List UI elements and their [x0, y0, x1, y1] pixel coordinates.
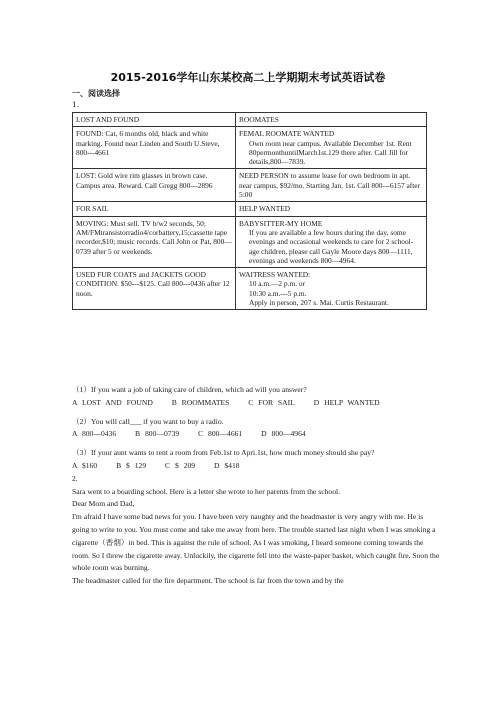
ad-female-roommate [236, 127, 427, 169]
option: B 800—0739 [135, 429, 180, 439]
question-1-number: 1. [72, 100, 80, 109]
question-2-number: 2. [72, 473, 78, 483]
ad-line: 10 a.m.—2 p.m. or [249, 279, 306, 289]
passage-paragraph: Sara went to a boarding school. Here is a letter she wrote to her parents from the school. [72, 486, 341, 496]
table-row [73, 127, 427, 169]
question-stem: （1）If you want a job of taking care of children, which ad will you answer? [72, 385, 307, 394]
option: A $160 [72, 460, 98, 470]
question-options [72, 428, 442, 441]
page-title: 2015-2016学年山东某校高二上学期期末考试英语试卷 [110, 71, 386, 84]
option: C FOR SAIL [248, 397, 295, 407]
passage-paragraph: The headmaster called for the fire department. The school is far from the town and by the [72, 576, 344, 586]
ad-lost-glasses: LOST: Gold wire rim glasses in brown case. Campus area. Reward. Call Gregg 800---2896 [73, 169, 236, 202]
table-row [73, 202, 427, 216]
table-row [73, 268, 427, 310]
option: A LOST AND FOUND [72, 397, 153, 407]
question-stem: （2）You will call___ if you want to buy a radio. [72, 416, 224, 426]
option: D 800—4964 [261, 429, 306, 439]
header-help-wanted: HELP WANTED [236, 202, 427, 216]
ad-body: Own room near campus. Available December 1st. Rent 80permonthuntilMarch1st.129 there after. Call Jill for details,800—7839. [249, 138, 412, 167]
passage-paragraph: I'm afraid I have some bad news for you. I have been very naughty and the headmaster is very angry with me. He is going to write to you. You must come and take me away from here. The trouble started last night when I was smoking a cigarette（香烟）in bed. This is against the rule of school. As I was smoking, I heard someone coming towards the room. So I threw the cigarette away. Unluckily, the cigarette fell into the waste-paper basket, which caught fire. Soon the whole room was burning. [72, 512, 440, 573]
ad-need-person: NEED PERSON to assume lease for own bedroom in apt. near campus, $92/mo. Starting Jan. 1st. Call 800---6157 after 5:00 [236, 169, 427, 202]
ad-waitress [236, 268, 427, 310]
question-stem: （3）If your aunt wants to rent a room from Feb.1st to Apri.1st, how much money should she pay? [72, 448, 375, 458]
option: B $ 129 [116, 460, 147, 470]
ad-fur-coats: USED FUR COATS and JACKETS GOOD CONDITION. $50---$125. Call 800---0436 after 12 noon. [73, 268, 236, 310]
header-roomates: ROOMATES [236, 113, 427, 127]
table-row [73, 216, 427, 267]
option: C 800—4661 [198, 429, 243, 439]
question-options [72, 460, 442, 473]
questions-block [72, 384, 442, 588]
option: D HELP WANTED [313, 397, 380, 407]
ad-line: Apply in person, 207 s. Mai. Curtis Restaurant. [249, 298, 389, 308]
option: C $ 209 [165, 460, 196, 470]
ad-moving-sale: MOVING: Must sell. TV b/w2 seconds, 50; AM/FMtransistorradio4/corbattery,15;cassette tape recorder,$10; music records. Call John or Pat, 800—0739 after 5 or weekends. [73, 216, 236, 267]
ad-line: 10:30 a.m.---5 p.m. [249, 288, 307, 298]
header-for-sail: FOR SAIL [73, 202, 236, 216]
option: D $418 [214, 460, 240, 470]
ad-found-cat: FOUND: Cat, 6 months old, black and white marking. Found near Linden and South U.Steve, 800---4661 [73, 127, 236, 169]
question-options [72, 397, 442, 410]
ad-body: If you are available a few hours during the day, some evenings and occasional weekends to care for 2 school-age children, please call Gayle Moore days 800—1111, evenings and weekends 800—4964. [249, 227, 414, 265]
table-row [73, 113, 427, 127]
ad-heading: BABYSITTER-MY HOME [239, 218, 323, 228]
ad-heading: WAITRESS WANTED: [239, 270, 311, 280]
ad-heading: FEMAL ROOMATE WANTED [239, 129, 335, 139]
section-heading: 一、阅读选择 [72, 89, 120, 98]
option: A 800---0436 [72, 429, 117, 439]
passage-paragraph: Dear Mom and Dad, [72, 499, 135, 509]
ads-table [72, 112, 427, 310]
table-row [73, 169, 427, 202]
ad-babysitter [236, 216, 427, 267]
option: B ROOMMATES [171, 397, 230, 407]
header-lost-and-found: LOST AND FOUND [73, 113, 236, 127]
